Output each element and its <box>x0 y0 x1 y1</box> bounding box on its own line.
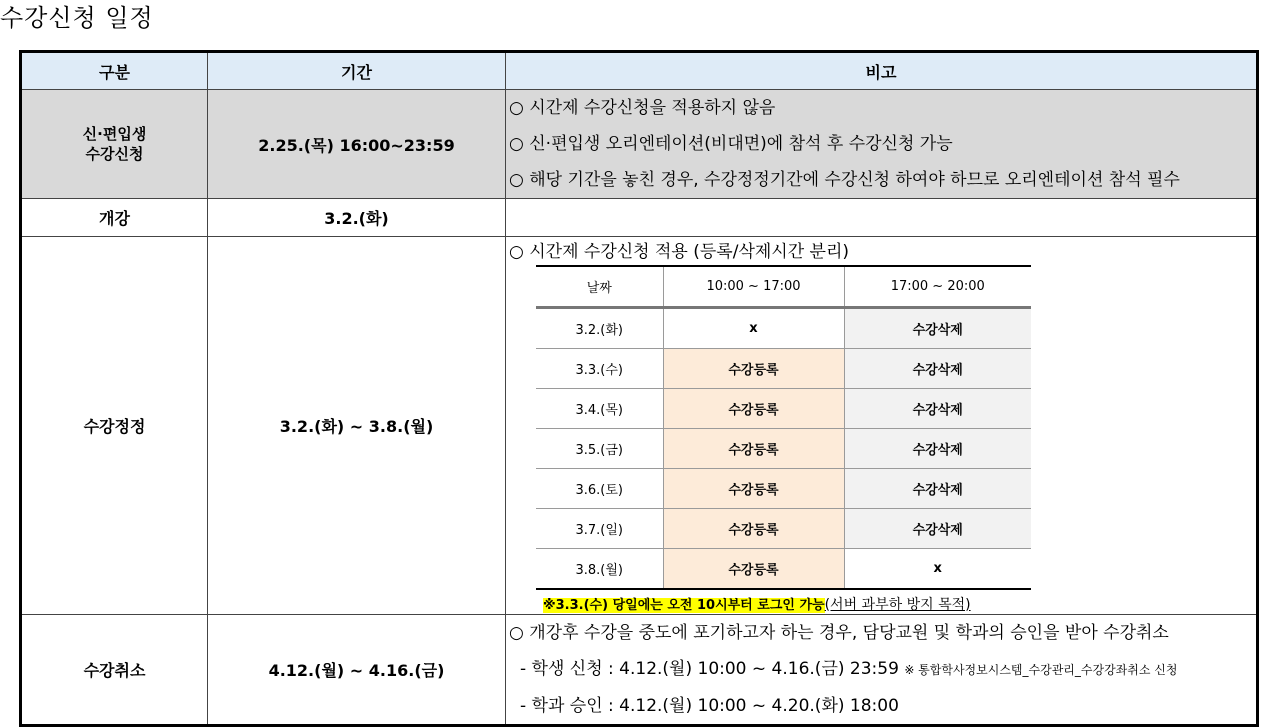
row-orientation-period: 2.25.(목) 16:00~23:59 <box>208 90 506 199</box>
schedule-slot2: 수강삭제 <box>844 308 1031 349</box>
row-cancel-label: 수강취소 <box>21 615 208 726</box>
schedule-row <box>536 389 1031 429</box>
row-cancel <box>21 615 1258 726</box>
orientation-note-1: ○ 시간제 수강신청을 적용하지 않음 <box>509 98 776 118</box>
schedule-date: 3.6.(토) <box>536 469 663 509</box>
schedule-slot2: 수강삭제 <box>844 469 1031 509</box>
cancel-note-2 <box>506 651 1256 688</box>
schedule-date: 3.3.(수) <box>536 349 663 389</box>
schedule-row <box>536 549 1031 590</box>
schedule-header-date: 날짜 <box>536 266 663 308</box>
row-opening-notes <box>506 199 1258 237</box>
correction-intro: ○ 시간제 수강신청 적용 (등록/삭제시간 분리) <box>509 242 850 262</box>
schedule-slot1: x <box>663 308 844 349</box>
schedule-row <box>536 349 1031 389</box>
orientation-note-3: ○ 해당 기간을 놓친 경우, 수강정정기간에 수강신청 하여야 하므로 오리엔테이션 참석 필수 <box>509 170 1180 190</box>
schedule-table <box>19 50 1259 727</box>
correction-note-rest: (서버 과부하 방지 목적) <box>824 597 971 613</box>
schedule-slot2: x <box>844 549 1031 590</box>
schedule-slot2: 수강삭제 <box>844 429 1031 469</box>
schedule-row <box>536 509 1031 549</box>
schedule-row <box>536 308 1031 349</box>
row-cancel-notes <box>506 615 1258 726</box>
row-orientation <box>21 90 1258 199</box>
schedule-date: 3.8.(월) <box>536 549 663 590</box>
header-category: 구분 <box>21 52 208 90</box>
schedule-header-slot1: 10:00 ~ 17:00 <box>663 266 844 308</box>
cancel-note-2-text: - 학생 신청 : 4.12.(월) 10:00 ~ 4.16.(금) 23:59 <box>520 659 899 679</box>
header-period: 기간 <box>208 52 506 90</box>
schedule-slot2: 수강삭제 <box>844 509 1031 549</box>
row-correction <box>21 237 1258 615</box>
schedule-date: 3.7.(일) <box>536 509 663 549</box>
schedule-row <box>536 469 1031 509</box>
correction-note <box>543 594 1256 614</box>
schedule-header-row <box>536 266 1031 308</box>
schedule-header-slot2: 17:00 ~ 20:00 <box>844 266 1031 308</box>
schedule-slot1: 수강등록 <box>663 549 844 590</box>
page-title: 수강신청 일정 <box>0 4 154 32</box>
row-correction-label: 수강정정 <box>21 237 208 615</box>
row-cancel-period: 4.12.(월) ~ 4.16.(금) <box>208 615 506 726</box>
table-header-row <box>21 52 1258 90</box>
schedule-row <box>536 429 1031 469</box>
row-orientation-label: 신·편입생 수강신청 <box>21 90 208 199</box>
schedule-slot2: 수강삭제 <box>844 349 1031 389</box>
schedule-date: 3.5.(금) <box>536 429 663 469</box>
cancel-note-1: ○ 개강후 수강을 중도에 포기하고자 하는 경우, 담당교원 및 학과의 승인을 받아 수강취소 <box>509 623 1169 643</box>
row-correction-notes <box>506 237 1258 615</box>
row-opening-period: 3.2.(화) <box>208 199 506 237</box>
row-opening <box>21 199 1258 237</box>
schedule-slot2: 수강삭제 <box>844 389 1031 429</box>
row-opening-label: 개강 <box>21 199 208 237</box>
cancel-note-3: - 학과 승인 : 4.12.(월) 10:00 ~ 4.20.(화) 18:00 <box>520 696 899 716</box>
schedule-slot1: 수강등록 <box>663 509 844 549</box>
schedule-date: 3.4.(목) <box>536 389 663 429</box>
cancel-note-2-small: ※ 통합학사정보시스템_수강관리_수강강좌취소 신청 <box>904 663 1178 677</box>
schedule-date: 3.2.(화) <box>536 308 663 349</box>
schedule-slot1: 수강등록 <box>663 429 844 469</box>
correction-schedule-table <box>536 265 1031 590</box>
correction-note-highlight: ※3.3.(수) 당일에는 오전 10시부터 로그인 가능 <box>543 598 825 613</box>
schedule-slot1: 수강등록 <box>663 349 844 389</box>
row-correction-period: 3.2.(화) ~ 3.8.(월) <box>208 237 506 615</box>
schedule-slot1: 수강등록 <box>663 389 844 429</box>
header-remarks: 비고 <box>506 52 1258 90</box>
row-orientation-notes <box>506 90 1258 199</box>
schedule-slot1: 수강등록 <box>663 469 844 509</box>
orientation-note-2: ○ 신·편입생 오리엔테이션(비대면)에 참석 후 수강신청 가능 <box>509 134 953 154</box>
